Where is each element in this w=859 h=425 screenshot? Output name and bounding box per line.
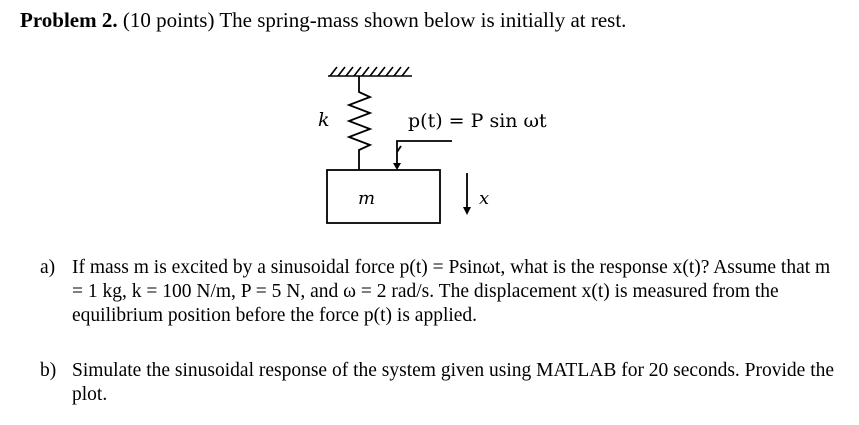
displacement-label: x — [479, 188, 490, 209]
mass-block — [327, 170, 440, 223]
spring-mass-figure — [300, 55, 600, 230]
force-label: p(t) = P sin ωt — [408, 110, 547, 132]
problem-points: (10 points) — [122, 8, 215, 32]
question-list — [40, 256, 840, 407]
question-a — [40, 256, 840, 328]
spring-mass-diagram — [300, 55, 600, 230]
force-arrow — [397, 141, 452, 168]
question-text: Simulate the sinusoidal response of the system given using MATLAB for 20 seconds. Provide the plot. — [72, 360, 835, 405]
fixed-support — [328, 67, 412, 76]
problem-label: Problem 2. — [20, 8, 118, 32]
problem-statement: The spring-mass shown below is initially at rest. — [219, 8, 627, 32]
question-marker: b) — [40, 360, 57, 381]
question-marker: a) — [40, 257, 56, 278]
spring-constant-label: k — [318, 109, 330, 131]
spring — [349, 76, 370, 170]
question-text: If mass m is excited by a sinusoidal force p(t) = Psinωt, what is the response x(t)? Assume that m = 1 kg, k = 100 N/m, P = 5 N, and ω = 2 rad/s. The displacement x(t) is measured from the equilibrium position before the force p(t) is applied. — [72, 257, 831, 326]
question-b — [40, 359, 840, 407]
problem-heading — [20, 8, 626, 33]
mass-label: m — [358, 188, 376, 209]
